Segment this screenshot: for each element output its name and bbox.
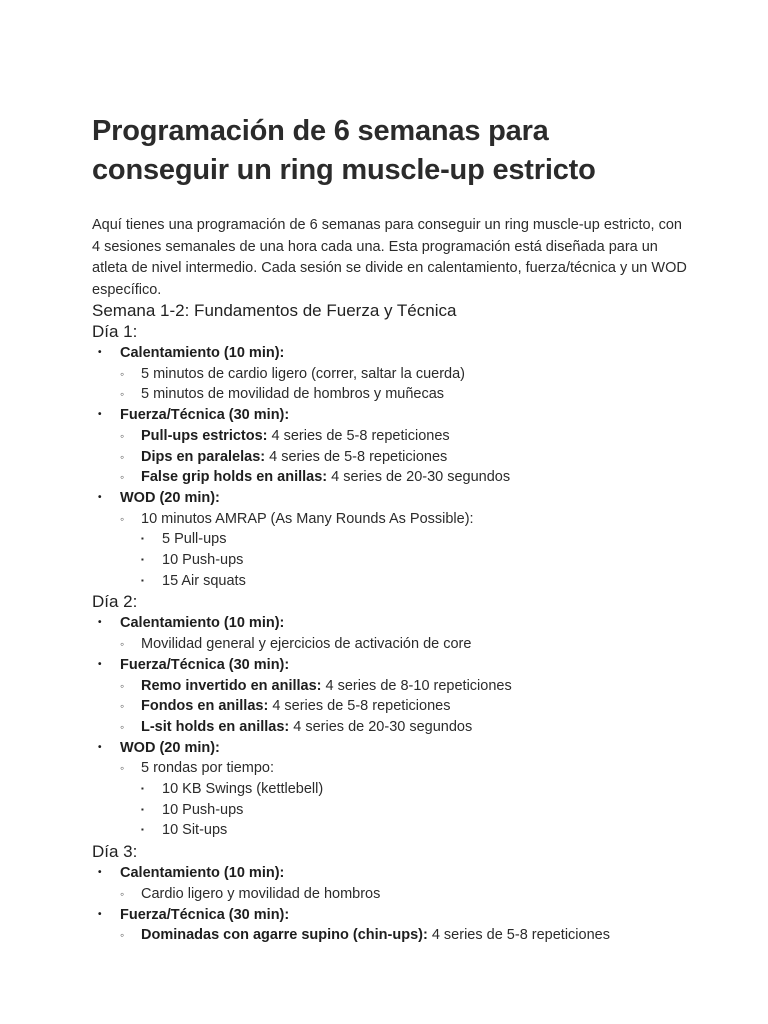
- wod-movement-item: [141, 779, 688, 800]
- wod-movement-item: [141, 529, 688, 550]
- section-title: • Fuerza/Técnica (30 min):: [120, 655, 688, 676]
- section-item: [92, 738, 688, 842]
- exercise-detail: 4 series de 5-8 repeticiones: [427, 927, 610, 944]
- exercise-list: [120, 884, 688, 905]
- exercise-item: [120, 676, 688, 697]
- wod-movement-item: [141, 800, 688, 821]
- exercise-item: [120, 467, 688, 488]
- exercise-text: [141, 676, 688, 697]
- exercise-item: [120, 364, 688, 385]
- exercise-text: [141, 364, 688, 385]
- exercise-text: [141, 467, 688, 488]
- days-container: [92, 321, 688, 946]
- exercise-name: Fondos en anillas:: [141, 698, 269, 715]
- day-heading: Día 3:: [92, 842, 138, 862]
- exercise-item: [120, 884, 688, 905]
- exercise-list: [120, 676, 688, 738]
- section-item: [92, 343, 688, 405]
- exercise-list: [120, 426, 688, 488]
- exercise-text: [141, 509, 688, 530]
- wod-movement-item: [141, 550, 688, 571]
- exercise-text: [141, 426, 688, 447]
- exercise-name: Dips en paralelas:: [141, 448, 266, 465]
- exercise-detail: Movilidad general y ejercicios de activación de core: [141, 636, 472, 653]
- section-item: [92, 655, 688, 738]
- wod-movement-list: [141, 529, 688, 591]
- section-list: [92, 863, 688, 946]
- exercise-text: [141, 925, 688, 946]
- exercise-detail: 4 series de 8-10 repeticiones: [321, 677, 512, 694]
- section-item: [92, 405, 688, 488]
- exercise-detail: 5 minutos de cardio ligero (correr, saltar la cuerda): [141, 365, 465, 382]
- exercise-list: [120, 509, 688, 592]
- wod-movement-item: [141, 571, 688, 592]
- section-title: • Calentamiento (10 min):: [120, 863, 688, 884]
- exercise-text: [141, 634, 688, 655]
- exercise-detail: 4 series de 20-30 segundos: [327, 469, 511, 486]
- document-title: Programación de 6 semanas para conseguir un ring muscle-up estricto: [92, 115, 596, 186]
- section-item: [92, 905, 688, 946]
- exercise-list: [120, 364, 688, 405]
- exercise-text: [141, 447, 688, 468]
- exercise-detail: 4 series de 5-8 repeticiones: [267, 427, 450, 444]
- exercise-detail: 4 series de 5-8 repeticiones: [265, 448, 448, 465]
- exercise-item: [120, 696, 688, 717]
- section-list: [92, 343, 688, 591]
- section-list: [92, 613, 688, 841]
- exercise-detail: 10 minutos AMRAP (As Many Rounds As Possible):: [141, 510, 474, 527]
- intro-paragraph: Aquí tienes una programación de 6 semanas para conseguir un ring muscle-up estricto, con 4 sesiones semanales de una hora cada una. Esta programación está diseñada para un atleta de nivel intermedio. Cada sesión se divide en calentamiento, fuerza/técnica y un WOD específico.: [92, 217, 687, 298]
- wod-movement-text: ▪ 10 Sit-ups: [162, 820, 688, 841]
- section-item: [92, 488, 688, 592]
- wod-movement-text: ▪ 10 Push-ups: [162, 800, 688, 821]
- exercise-item: [120, 925, 688, 946]
- exercise-text: [141, 884, 688, 905]
- section-title: • WOD (20 min):: [120, 738, 688, 759]
- wod-movement-text: ▪ 5 Pull-ups: [162, 529, 688, 550]
- section-title: • Calentamiento (10 min):: [120, 343, 688, 364]
- section-title: • Fuerza/Técnica (30 min):: [120, 405, 688, 426]
- wod-movement-list: [141, 779, 688, 841]
- exercise-detail: Cardio ligero y movilidad de hombros: [141, 885, 381, 902]
- exercise-item: [120, 758, 688, 841]
- exercise-item: [120, 717, 688, 738]
- section-item: [92, 863, 688, 904]
- section-title: • WOD (20 min):: [120, 488, 688, 509]
- exercise-item: [120, 447, 688, 468]
- week-heading: Semana 1-2: Fundamentos de Fuerza y Técnica: [92, 301, 457, 320]
- exercise-item: [120, 509, 688, 592]
- wod-movement-item: [141, 820, 688, 841]
- exercise-text: [141, 696, 688, 717]
- exercise-name: Remo invertido en anillas:: [141, 677, 322, 694]
- wod-movement-text: ▪ 15 Air squats: [162, 571, 688, 592]
- exercise-detail: 4 series de 20-30 segundos: [289, 718, 473, 735]
- exercise-item: [120, 384, 688, 405]
- day-heading: Día 2:: [92, 592, 138, 612]
- exercise-list: [120, 758, 688, 841]
- exercise-list: [120, 634, 688, 655]
- exercise-detail: 5 rondas por tiempo:: [141, 760, 274, 777]
- exercise-detail: 5 minutos de movilidad de hombros y muñecas: [141, 386, 445, 403]
- exercise-list: [120, 925, 688, 946]
- exercise-item: [120, 426, 688, 447]
- exercise-text: [141, 717, 688, 738]
- exercise-name: Pull-ups estrictos:: [141, 427, 268, 444]
- wod-movement-text: ▪ 10 Push-ups: [162, 550, 688, 571]
- exercise-item: [120, 634, 688, 655]
- exercise-text: [141, 758, 688, 779]
- exercise-name: Dominadas con agarre supino (chin-ups):: [141, 927, 428, 944]
- section-title: • Fuerza/Técnica (30 min):: [120, 905, 688, 926]
- wod-movement-text: ▪ 10 KB Swings (kettlebell): [162, 779, 688, 800]
- exercise-text: [141, 384, 688, 405]
- exercise-name: False grip holds en anillas:: [141, 469, 328, 486]
- day-heading: Día 1:: [92, 322, 138, 341]
- exercise-name: L-sit holds en anillas:: [141, 718, 290, 735]
- section-title: • Calentamiento (10 min):: [120, 613, 688, 634]
- exercise-detail: 4 series de 5-8 repeticiones: [268, 698, 451, 715]
- section-item: [92, 613, 688, 654]
